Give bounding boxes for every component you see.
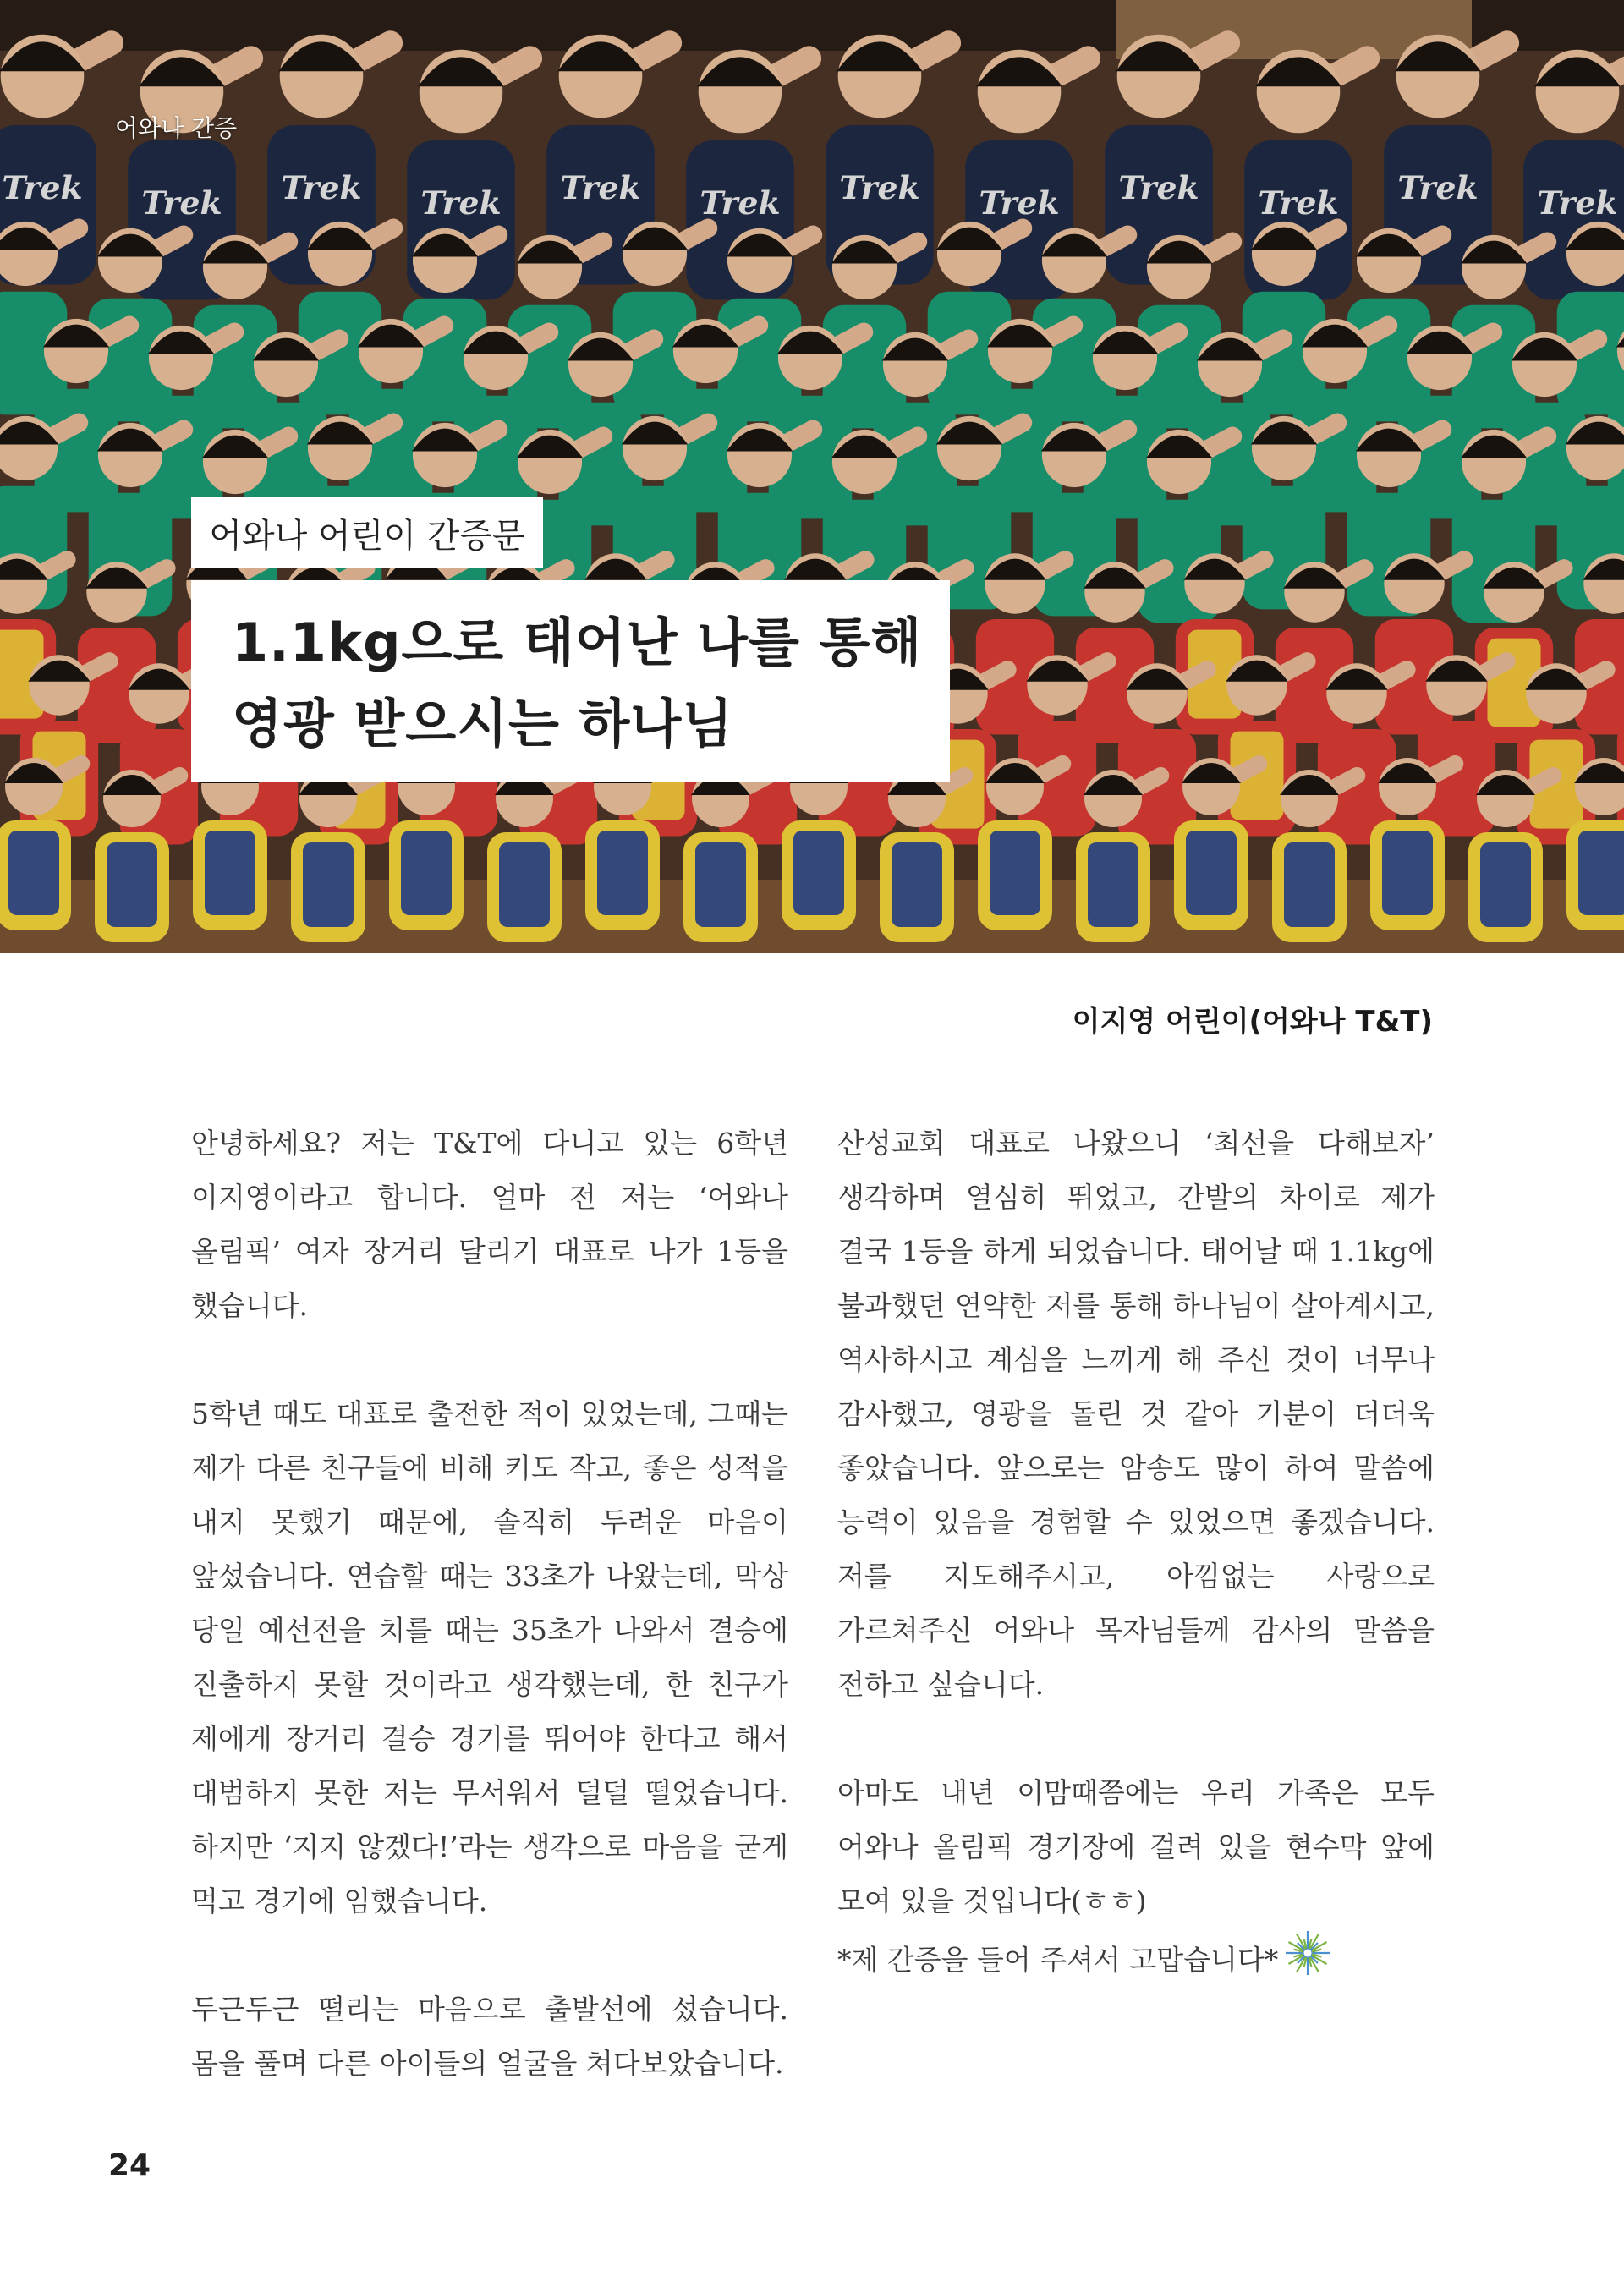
svg-text:Trek: Trek (281, 169, 362, 206)
svg-text:Trek: Trek (141, 184, 222, 222)
body-paragraph: 5학년 때도 대표로 출전한 적이 있었는데, 그때는 제가 다른 친구들에 비해 키도 작고, 좋은 성적을 내지 못했기 때문에, 솔직히 두려운 마음이 앞섰습니다. 연습할 때는 33초가 나왔는데, 막상 당일 예선전을 치를 때는 35초가 나와서 결승에 진출하지 못할 것이라고 생각했는데, 한 친구가 제에게 장거리 결승 경기를 뛰어야 한다고 해서 대범하지 못한 저는 무서워서 덜덜 떨었습니다. 하지만 ‘지지 않겠다!’라는 생각으로 마음을 굳게 먹고 경기에 임했습니다. (191, 1397, 788, 1917)
svg-text:Trek: Trek (1258, 184, 1339, 222)
svg-text:Trek: Trek (2, 169, 83, 206)
svg-text:Trek: Trek (1537, 184, 1618, 222)
closing-line (837, 1928, 1435, 1995)
svg-text:Trek: Trek (1118, 169, 1199, 206)
svg-text:Trek: Trek (700, 184, 781, 222)
sparkle-icon (1283, 1928, 1332, 1995)
body-paragraph: 두근두근 떨리는 마음으로 출발선에 섰습니다. 몸을 풀며 다른 아이들의 얼굴을 쳐다보았습니다. (191, 1993, 788, 2080)
svg-text:Trek: Trek (560, 169, 641, 206)
body-paragraph: 산성교회 대표로 나왔으니 ‘최선을 다해보자’ 생각하며 열심히 뛰었고, 간발의 차이로 제가 결국 1등을 하게 되었습니다. 태어날 때 1.1kg에 불과했던 연약한 저를 통해 하나님이 살아계시고, 역사하시고 계심을 느끼게 해 주신 것이 너무나 감사했고, 영광을 돌린 것 같아 기분이 더더욱 좋았습니다. 앞으로는 암송도 많이 하여 말씀에 능력이 있음을 경험할 수 있었으면 좋겠습니다. 저를 지도해주시고, 아낌없는 사랑으로 가르쳐주신 어와나 목자님들께 감사의 말씀을 전하고 싶습니다. (837, 1127, 1435, 1701)
body-paragraph: 아마도 내년 이맘때쯤에는 우리 가족은 모두 어와나 올림픽 경기장에 걸려 있을 현수막 앞에 모여 있을 것입니다(ㅎㅎ) (837, 1776, 1435, 1917)
body-column-left (191, 1116, 788, 2091)
page-number: 24 (108, 2148, 151, 2183)
article-title (191, 580, 950, 782)
title-line-1: 1.1kg으로 태어난 나를 통해 (232, 612, 923, 673)
svg-text:Trek: Trek (1397, 169, 1479, 206)
svg-text:Trek: Trek (979, 184, 1060, 222)
closing-text: *제 간증을 들어 주셔서 고맙습니다* (837, 1943, 1279, 1977)
title-line-2: 영광 받으시는 하나님 (232, 693, 734, 754)
children-choir-photo (0, 0, 1624, 953)
hero-photo (0, 0, 1624, 953)
body-paragraph: 안녕하세요? 저는 T&T에 다니고 있는 6학년 이지영이라고 합니다. 얼마 전 저는 ‘어와나 올림픽’ 여자 장거리 달리기 대표로 나가 1등을 했습니다. (191, 1127, 788, 1322)
article-kicker: 어와나 어린이 간증문 (191, 497, 543, 568)
body-column-right (837, 1116, 1435, 1995)
author-byline: 이지영 어린이(어와나 T&T) (1072, 1005, 1433, 1039)
section-tag: 어와나 간증 (115, 114, 238, 142)
svg-text:Trek: Trek (839, 169, 920, 206)
svg-text:Trek: Trek (420, 184, 502, 222)
